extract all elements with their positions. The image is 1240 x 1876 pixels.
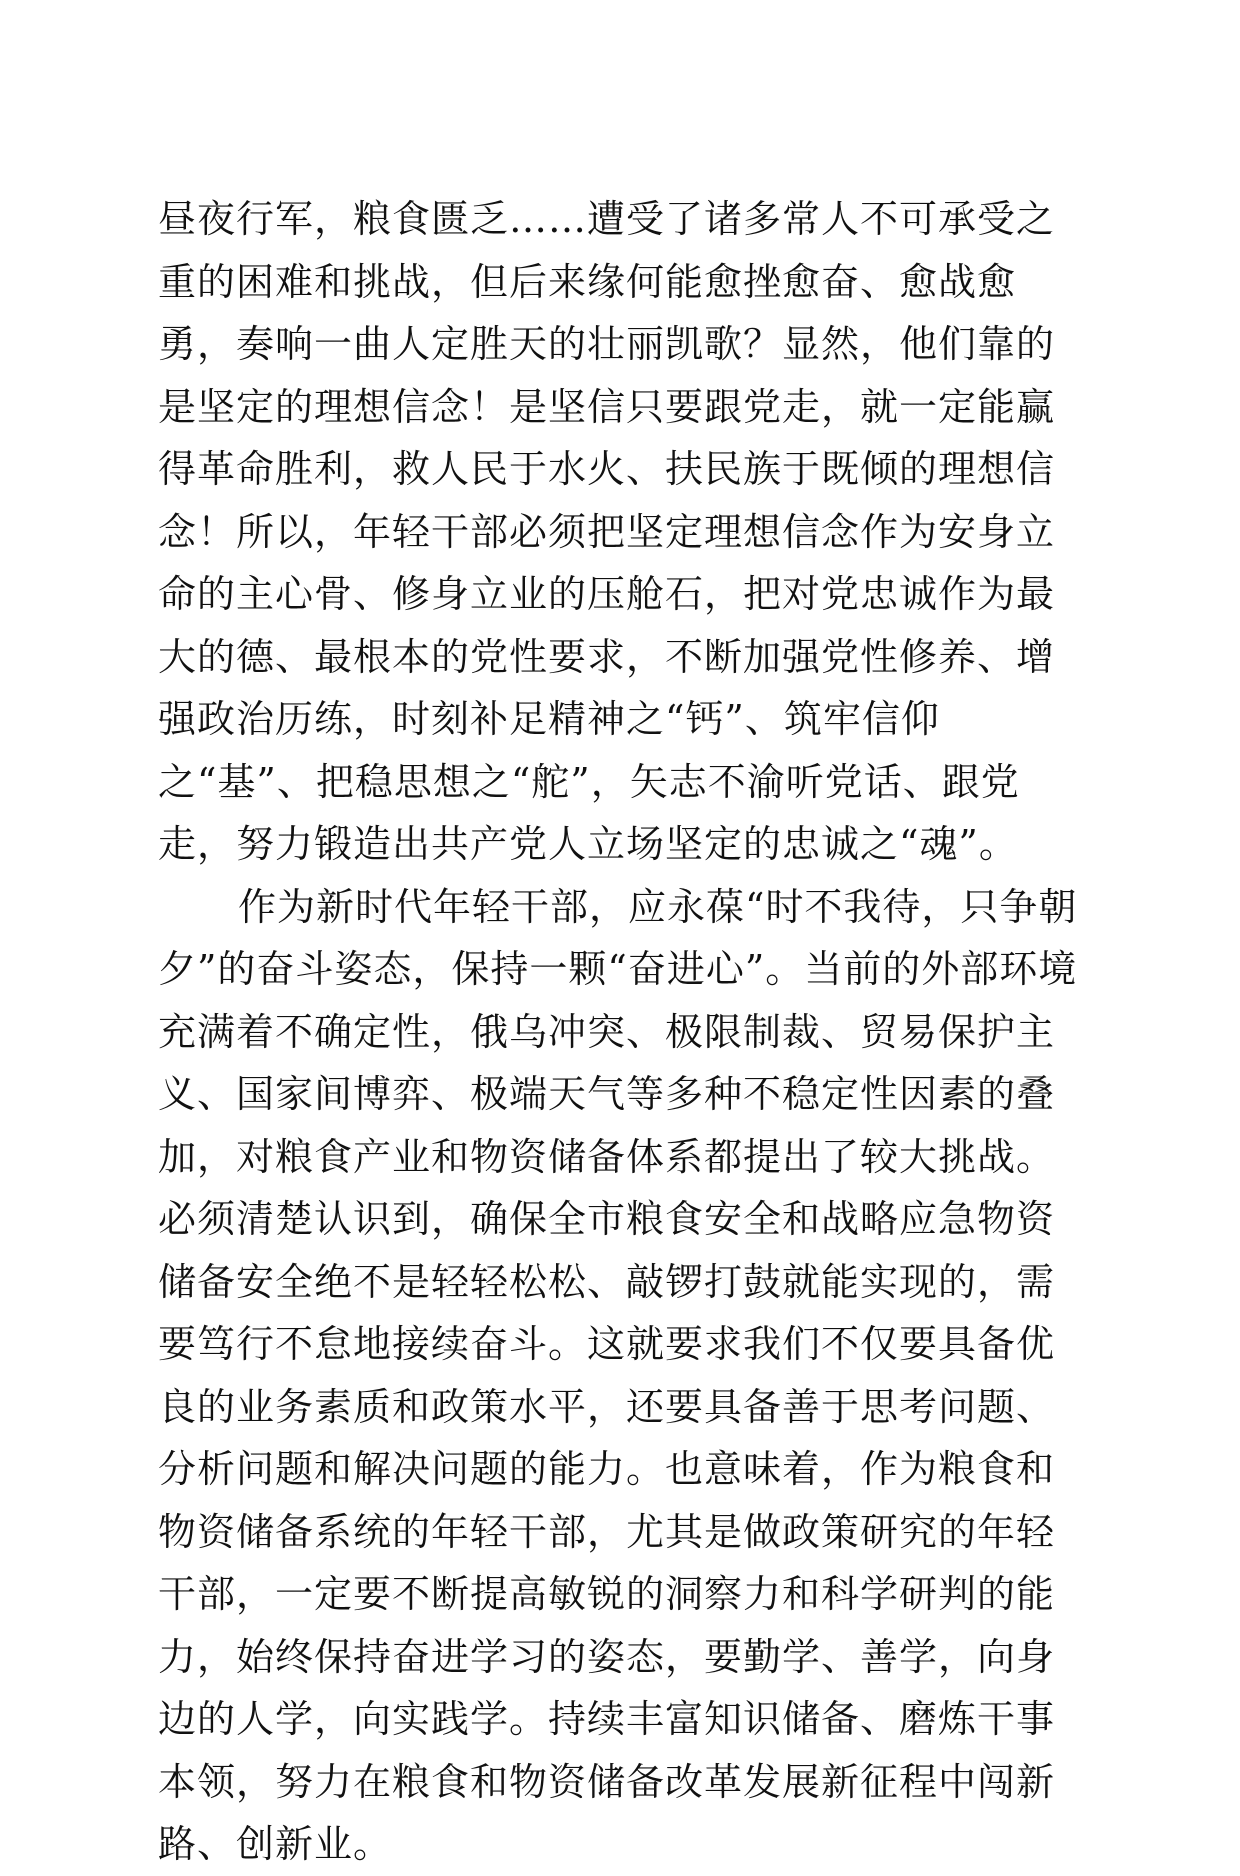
paragraph-continuation: 昼夜行军，粮食匮乏……遭受了诸多常人不可承受之重的困难和挑战，但后来缘何能愈挫愈奋、愈战愈勇，奏响一曲人定胜天的壮丽凯歌？显然，他们靠的是坚定的理想信念！是坚信只要跟党走，就一定能赢得革命胜利，救人民于水火、扶民族于既倾的理想信念！所以，年轻干部必须把坚定理想信念作为安身立命的主心骨、修身立业的压舱石，把对党忠诚作为最大的德、最根本的党性要求，不断加强党性修养、增强政治历练，时刻补足精神之“钙”、筑牢信仰之“基”、把稳思想之“舵”，矢志不渝听党话、跟党走，努力锻造出共产党人立场坚定的忠诚之“魂”。 (158, 197, 1056, 866)
paragraph: 作为新时代年轻干部，应永葆“时不我待，只争朝夕”的奋斗姿态，保持一颗“奋进心”。当前的外部环境充满着不确定性，俄乌冲突、极限制裁、贸易保护主义、国家间博弈、极端天气等多种不稳定性因素的叠加，对粮食产业和物资储备体系都提出了较大挑战。必须清楚认识到，确保全市粮食安全和战略应急物资储备安全绝不是轻轻松松、敲锣打鼓就能实现的，需要笃行不怠地接续奋斗。这就要求我们不仅要具备优良的业务素质和政策水平，还要具备善于思考问题、分析问题和解决问题的能力。也意味着，作为粮食和物资储备系统的年轻干部，尤其是做政策研究的年轻干部，一定要不断提高敏锐的洞察力和科学研判的能力，始终保持奋进学习的姿态，要勤学、善学，向身边的人学，向实践学。持续丰富知识储备、磨炼干事本领，努力在粮食和物资储备改革发展新征程中闯新路、创新业。 (158, 884, 1078, 1866)
body-text (158, 188, 1078, 1876)
